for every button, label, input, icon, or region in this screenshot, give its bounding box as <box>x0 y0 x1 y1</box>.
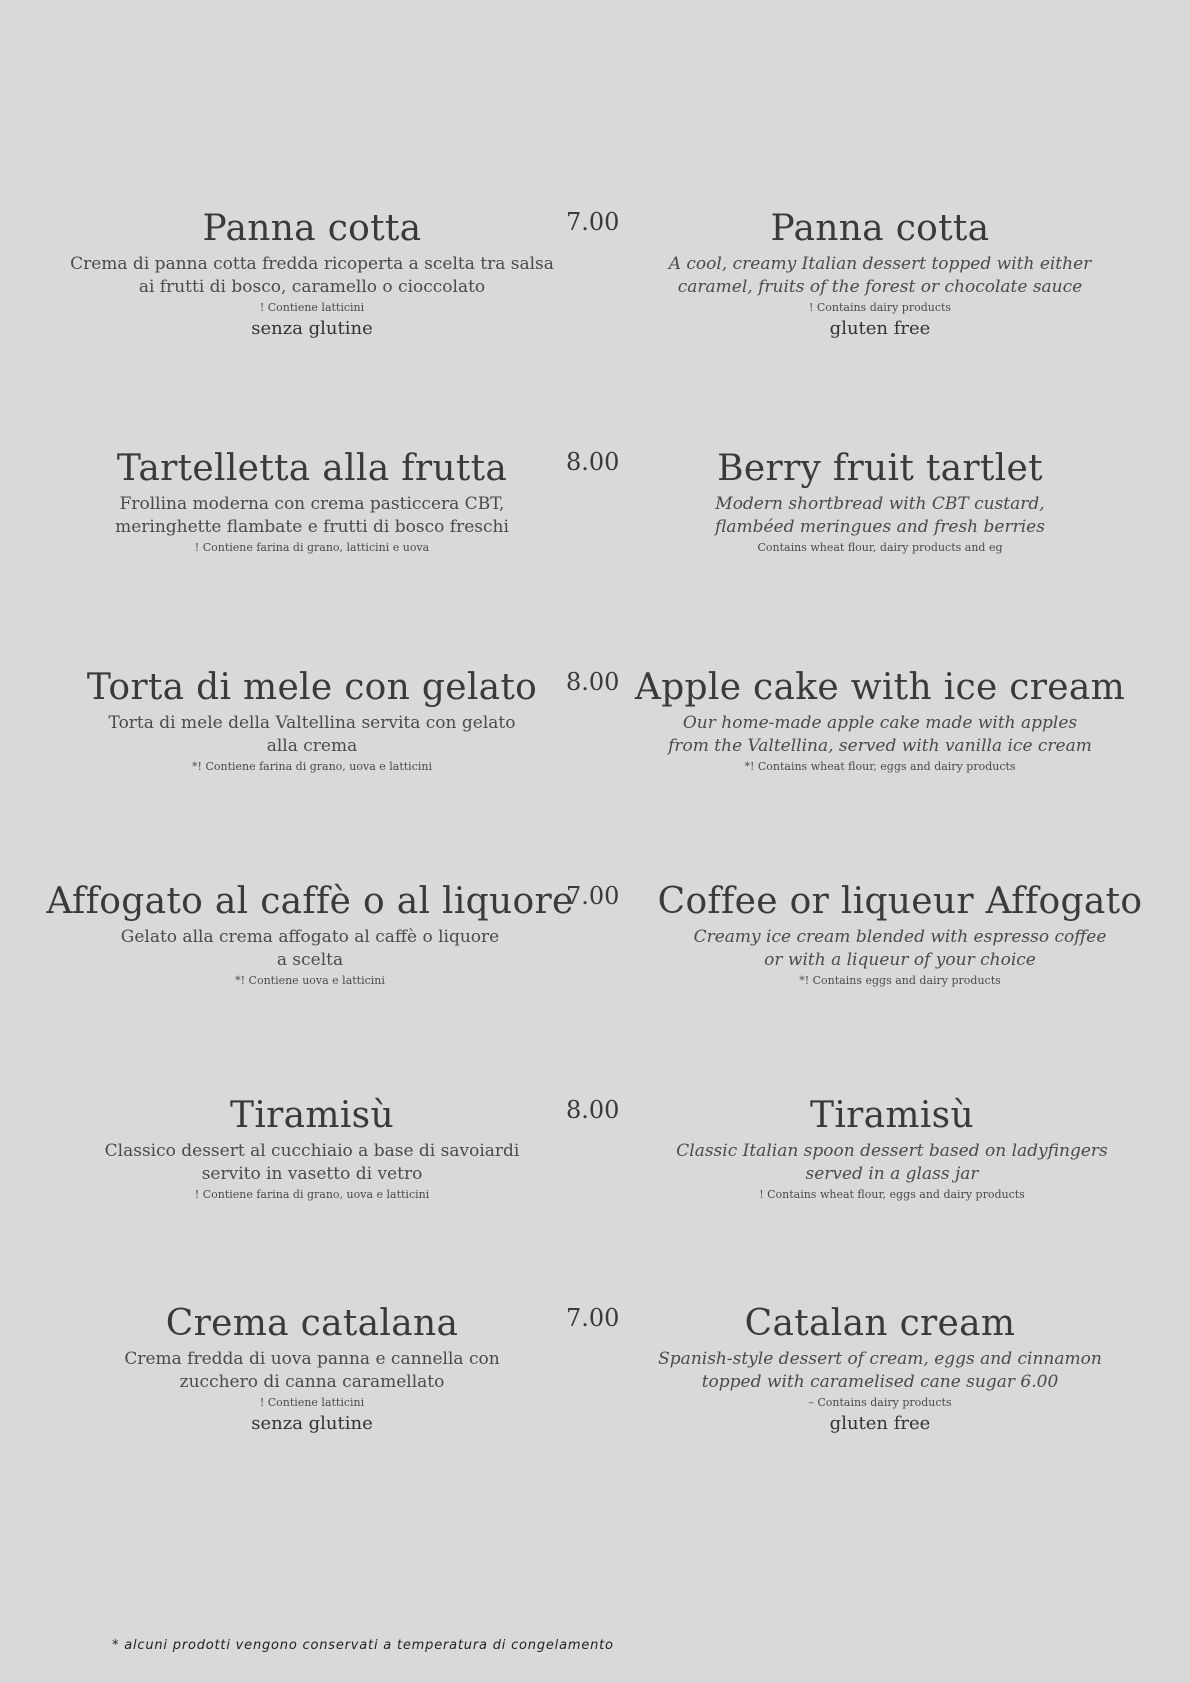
gluten-free-label-it: senza glutine <box>251 1413 373 1434</box>
menu-item-english <box>632 1094 1152 1202</box>
gluten-free-label-en: gluten free <box>829 318 931 339</box>
item-desc-en: Classic Italian spoon dessert based on ladyfingers served in a glass jar <box>676 1141 1108 1184</box>
item-title-en: Coffee or liqueur Affogato <box>657 881 1143 922</box>
allergen-note-it: ! Contiene latticini <box>259 301 365 314</box>
price: 8.00 <box>566 668 620 696</box>
item-title-en: Apple cake with ice cream <box>634 667 1126 708</box>
allergen-note-en: – Contains dairy products <box>808 1396 952 1409</box>
allergen-note-it: *! Contiene farina di grano, uova e latticini <box>192 760 432 773</box>
item-title-en: Catalan cream <box>744 1303 1016 1344</box>
item-title-it: Affogato al caffè o al liquore <box>46 881 574 922</box>
menu-item-english <box>620 447 1140 555</box>
allergen-note-en: Contains wheat flour, dairy products and eg <box>757 541 1003 554</box>
item-desc-it: Gelato alla crema affogato al caffè o liquore a scelta <box>120 927 500 970</box>
menu-item-italian <box>52 1094 572 1202</box>
item-title-en: Berry fruit tartlet <box>717 448 1043 489</box>
item-desc-it: Classico dessert al cucchiaio a base di savoiardi servito in vasetto di vetro <box>104 1141 520 1184</box>
item-desc-it: Frollina moderna con crema pasticcera CBT, meringhette flambate e frutti di bosco freschi <box>115 494 509 537</box>
footnote: * alcuni prodotti vengono conservati a temperatura di congelamento <box>112 1638 614 1653</box>
price: 7.00 <box>566 1304 620 1332</box>
item-desc-en: Modern shortbread with CBT custard, flambéed meringues and fresh berries <box>715 494 1045 537</box>
menu-item-italian <box>52 447 572 555</box>
item-title-en: Panna cotta <box>770 208 990 249</box>
menu-item-english <box>640 880 1160 988</box>
allergen-note-it: ! Contiene farina di grano, latticini e uova <box>194 541 430 554</box>
allergen-note-it: ! Contiene farina di grano, uova e latticini <box>194 1188 430 1201</box>
item-desc-en: A cool, creamy Italian dessert topped with either caramel, fruits of the forest or chocolate sauce <box>668 254 1092 297</box>
allergen-note-it: ! Contiene latticini <box>259 1396 365 1409</box>
allergen-note-it: *! Contiene uova e latticini <box>235 974 385 987</box>
item-title-it: Tiramisù <box>230 1095 394 1136</box>
item-title-it: Panna cotta <box>202 208 422 249</box>
item-title-it: Tartelletta alla frutta <box>116 448 508 489</box>
item-title-it: Crema catalana <box>165 1303 459 1344</box>
gluten-free-label-en: gluten free <box>829 1413 931 1434</box>
gluten-free-label-it: senza glutine <box>251 318 373 339</box>
menu-item-italian <box>52 1302 572 1436</box>
price: 8.00 <box>566 1096 620 1124</box>
menu-item-italian <box>20 880 600 988</box>
item-desc-en: Our home-made apple cake made with apples from the Valtellina, served with vanilla ice cream <box>668 713 1092 756</box>
allergen-note-en: ! Contains wheat flour, eggs and dairy products <box>759 1188 1025 1201</box>
price: 7.00 <box>566 208 620 236</box>
item-desc-en: Spanish-style dessert of cream, eggs and cinnamon topped with caramelised cane sugar 6.00 <box>658 1349 1102 1392</box>
menu-item-italian <box>52 666 572 774</box>
item-title-it: Torta di mele con gelato <box>86 667 538 708</box>
item-desc-it: Crema di panna cotta fredda ricoperta a scelta tra salsa ai frutti di bosco, caramello o cioccolato <box>70 254 554 297</box>
menu-item-english <box>620 207 1140 341</box>
price: 8.00 <box>566 448 620 476</box>
menu-item-italian <box>52 207 572 341</box>
allergen-note-en: *! Contains eggs and dairy products <box>799 974 1001 987</box>
item-desc-it: Torta di mele della Valtellina servita con gelato alla crema <box>108 713 516 756</box>
item-title-en: Tiramisù <box>810 1095 974 1136</box>
price: 7.00 <box>566 882 620 910</box>
menu-item-english <box>620 1302 1140 1436</box>
item-desc-en: Creamy ice cream blended with espresso coffee or with a liqueur of your choice <box>693 927 1107 970</box>
menu-item-english <box>620 666 1140 774</box>
allergen-note-en: ! Contains dairy products <box>808 301 952 314</box>
allergen-note-en: *! Contains wheat flour, eggs and dairy products <box>744 760 1016 773</box>
item-desc-it: Crema fredda di uova panna e cannella con zucchero di canna caramellato <box>124 1349 500 1392</box>
